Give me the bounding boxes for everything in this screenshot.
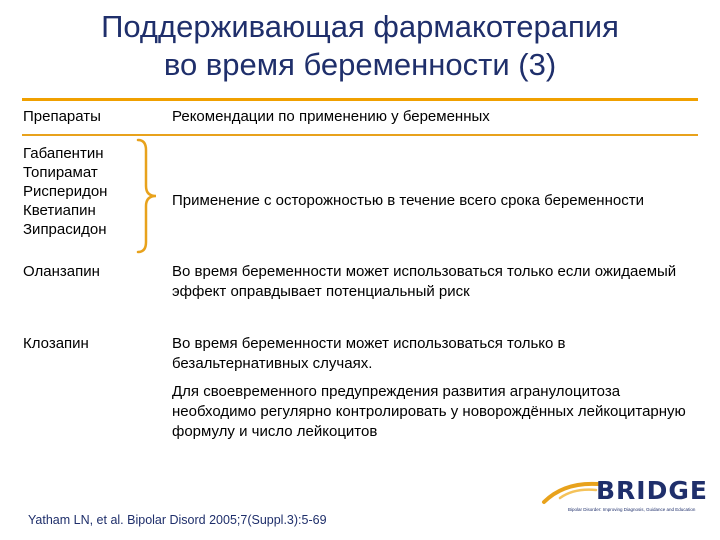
citation: Yatham LN, et al. Bipolar Disord 2005;7(Suppl.3):5-69 (28, 513, 327, 527)
logo-tagline: Bipolar Disorder: Improving Diagnosis, Guidance and Education (568, 507, 696, 512)
recommendation-clozapine-2: Для своевременного предупреждения развития агранулоцитоза необходимо регулярно контролировать у новорождённых лейкоцитарную формулу и число лейкоцитов (172, 383, 686, 440)
grouping-brace-icon (134, 138, 164, 254)
slide-title-line-2: во время беременности (3) (163, 47, 557, 82)
drug-name-risperidone: Рисперидон (23, 183, 108, 200)
drug-group-list (23, 144, 107, 239)
bridge-logo (540, 476, 710, 520)
drug-name-ziprasidone: Зипрасидон (23, 221, 107, 238)
drug-name-olanzapine: Оланзапин (23, 263, 100, 280)
drug-name-gabapentin: Габапентин (23, 145, 104, 162)
header-bottom-divider (22, 134, 698, 136)
recommendation-clozapine-1: Во время беременности может использоваться только в безальтернативных случаях. (172, 335, 566, 372)
slide-title-line-1: Поддерживающая фармакотерапия (101, 9, 619, 44)
header-top-divider (22, 98, 698, 101)
column-header-recommendations: Рекомендации по применению у беременных (172, 108, 490, 125)
recommendation-olanzapine: Во время беременности может использоваться только если ожидаемый эффект оправдывает потенциальный риск (172, 263, 677, 300)
logo-wordmark: BRIDGE (596, 476, 708, 505)
recommendation-group: Применение с осторожностью в течение всего срока беременности (172, 192, 644, 209)
column-header-drugs: Препараты (23, 108, 101, 125)
logo-swoosh-icon (540, 478, 600, 508)
drug-name-topiramate: Топирамат (23, 164, 98, 181)
slide-title (0, 8, 720, 84)
drug-name-clozapine: Клозапин (23, 335, 89, 352)
drug-name-quetiapine: Кветиапин (23, 202, 96, 219)
